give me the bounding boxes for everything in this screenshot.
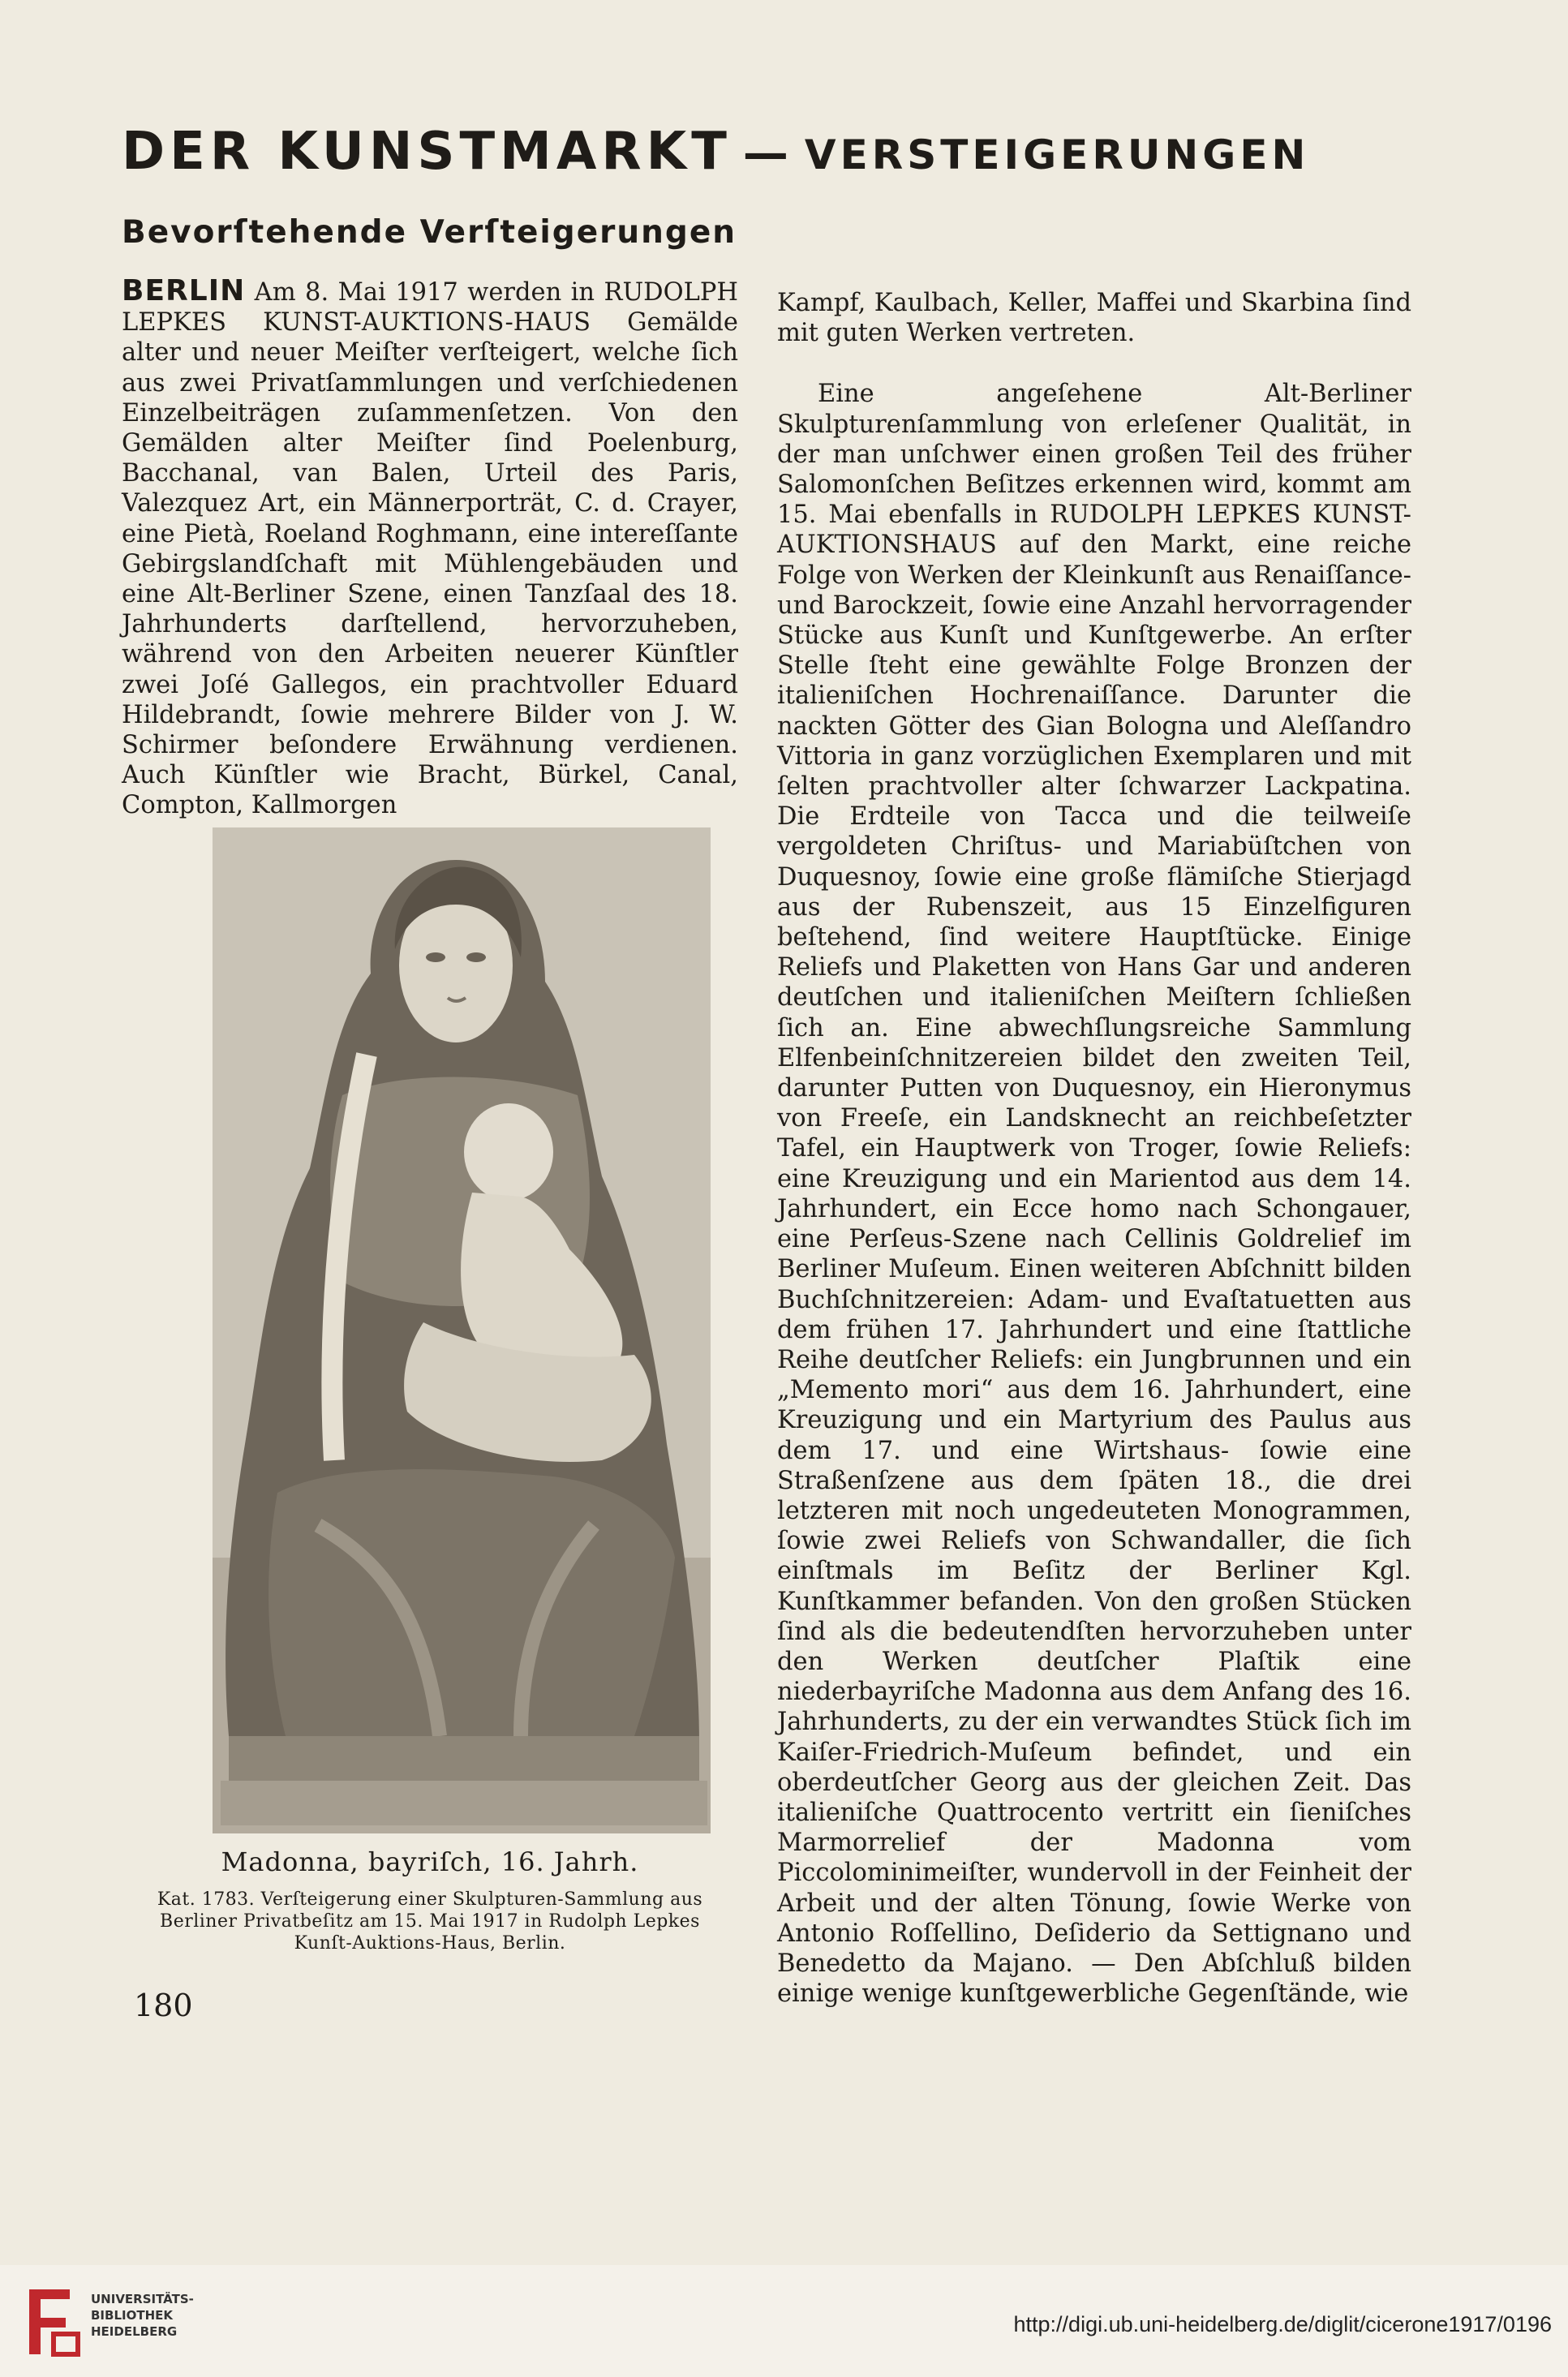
caption-line: Kat. 1783. Verſteigerung einer Skulpturen-Sammlung aus xyxy=(157,1889,703,1910)
left-column xyxy=(122,276,738,821)
caption-line: Kunſt-Auktions-Haus, Berlin. xyxy=(294,1933,566,1954)
library-name-line: UNIVERSITÄTS- xyxy=(91,2292,194,2306)
lead-word: BERLIN xyxy=(122,274,246,307)
madonna-sculpture-image xyxy=(213,827,711,1833)
header-subtitle: VERSTEIGERUNGEN xyxy=(804,131,1310,178)
figure-caption-title: Madonna, bayriſch, 16. Jahrh. xyxy=(221,1846,639,1877)
left-paragraph-text: Am 8. Mai 1917 werden in RUDOLPH LEPKES KUNST-AUKTIONS-HAUS Gemälde alter und neuer Meiſter verſteigert, welche ſich aus zwei Privatſammlungen und verſchiedenen Einzelbeiträgen zuſammenſetzen. Von den Gemälden alter Meiſter ſind Poelenburg, Bacchanal, van Balen, Urteil des Paris, Valezquez Art, ein Männerporträt, C. d. Crayer, eine Pietà, Roeland Roghmann, eine intereſſante Gebirgslandſchaft mit Mühlengebäuden und eine Alt-Berliner Szene, einen Tanzſaal des 18. Jahrhunderts darſtellend, hervorzuheben, während von den Arbeiten neuerer Künſtler zwei Joſé Gallegos, ein prachtvoller Eduard Hildebrandt, ſowie mehrere Bilder von J. W. Schirmer beſondere Erwähnung verdienen. Auch Künſtler wie Bracht, Bürkel, Canal, Compton, Kallmorgen xyxy=(122,278,739,820)
right-paragraph-continued: Kampf, Kaulbach, Keller, Maffei und Skarbina ſind mit guten Werken vertreten. xyxy=(777,289,1411,348)
right-column xyxy=(777,288,1411,2009)
figure-caption-details xyxy=(122,1889,738,1954)
madonna-photo xyxy=(213,827,711,1833)
right-paragraph: Eine angeſehene Alt-Berliner Skulpturenſammlung von erleſener Qualität, in der man unſchwer einen großen Teil des früher Salomonſchen Beſitzes erkennen wird, kommt am 15. Mai ebenfalls in RUDOLPH LEPKES KUNST-AUKTIONSHAUS auf den Markt, eine reiche Folge von Werken der Kleinkunſt aus Renaiſſance- und Barockzeit, ſowie eine Anzahl hervorragender Stücke aus Kunſt und Kunſtgewerbe. An erſter Stelle ſteht eine gewählte Folge Bronzen der italieniſchen Hochrenaiſſance. Darunter die nackten Götter des Gian Bologna und Aleſſandro Vittoria in ganz vorzüglichen Exemplaren und mit ſelten prachtvoller alter ſchwarzer Lackpatina. Die Erdteile von Tacca und die teilweiſe vergoldeten Chriſtus- und Mariabüſtchen von Duquesnoy, ſowie eine große flämiſche Stierjagd aus der Rubenszeit, aus 15 Einzelfiguren beſtehend, ſind weitere Hauptſtücke. Einige Reliefs und Plaketten von Hans Gar und anderen deutſchen und italieniſchen Meiſtern ſchließen ſich an. Eine abwechſlungsreiche Sammlung Elfenbeinſchnitzereien bildet den zweiten Teil, darunter Putten von Duquesnoy, ein Hieronymus von Freeſe, ein Landsknecht an reichbeſetzter Tafel, ein Hauptwerk von Troger, ſowie Reliefs: eine Kreuzigung und ein Marientod aus dem 14. Jahrhundert, ein Ecce homo nach Schongauer, eine Perſeus-Szene nach Cellinis Goldrelief im Berliner Muſeum. Einen weiteren Abſchnitt bilden Buchſchnitzereien: Adam- und Evaſtatuetten aus dem frühen 17. Jahrhundert und eine ſtattliche Reihe deutſcher Reliefs: ein Jungbrunnen und ein „Memento mori“ aus dem 16. Jahrhundert, eine Kreuzigung und ein Martyrium des Paulus aus dem 17. und eine Wirtshaus- ſowie eine Straßenſzene aus dem ſpäten 18., die drei letzteren mit noch ungedeuteten Monogrammen, ſowie zwei Reliefs von Schwandaller, die ſich einſtmals im Beſitz der Berliner Kgl. Kunſtkammer befanden. Von den großen Stücken ſind als die bedeutendſten hervorzuheben unter den Werken deutſcher Plaſtik eine niederbayriſche Madonna aus dem Anfang des 16. Jahrhunderts, zu der ein verwandtes Stück ſich im Kaiſer-Friedrich-Muſeum befindet, und ein oberdeutſcher Georg aus der gleichen Zeit. Das italieniſche Quattrocento vertritt ein ſieniſches Marmorrelief der Madonna vom Piccolominimeiſter, wundervoll in der Feinheit der Arbeit und der alten Tönung, ſowie Werke von Antonio Roſſellino, Deſiderio da Settignano und Benedetto da Majano. — Den Abſchluß bilden einige wenige kunſtgewerbliche Gegenſtände, wie xyxy=(777,380,1411,2009)
page-header xyxy=(122,122,1395,182)
caption-line: Berliner Privatbeſitz am 15. Mai 1917 in Rudolph Lepkes xyxy=(160,1911,700,1932)
section-title: Bevorſtehende Verſteigerungen xyxy=(122,214,737,251)
left-paragraph xyxy=(122,276,738,821)
header-title: DER KUNSTMARKT xyxy=(122,122,732,182)
library-logo-icon[interactable] xyxy=(21,2281,84,2362)
library-name-line: BIBLIOTHEK xyxy=(91,2308,173,2323)
library-name-line: HEIDELBERG xyxy=(91,2324,178,2339)
library-footer xyxy=(0,2265,1568,2377)
library-name xyxy=(91,2291,194,2340)
header-dash: — xyxy=(742,127,793,180)
page-number: 180 xyxy=(134,1988,193,2023)
source-url-link[interactable]: http://digi.ub.uni-heidelberg.de/diglit/cicerone1917/0196 xyxy=(1013,2312,1552,2336)
